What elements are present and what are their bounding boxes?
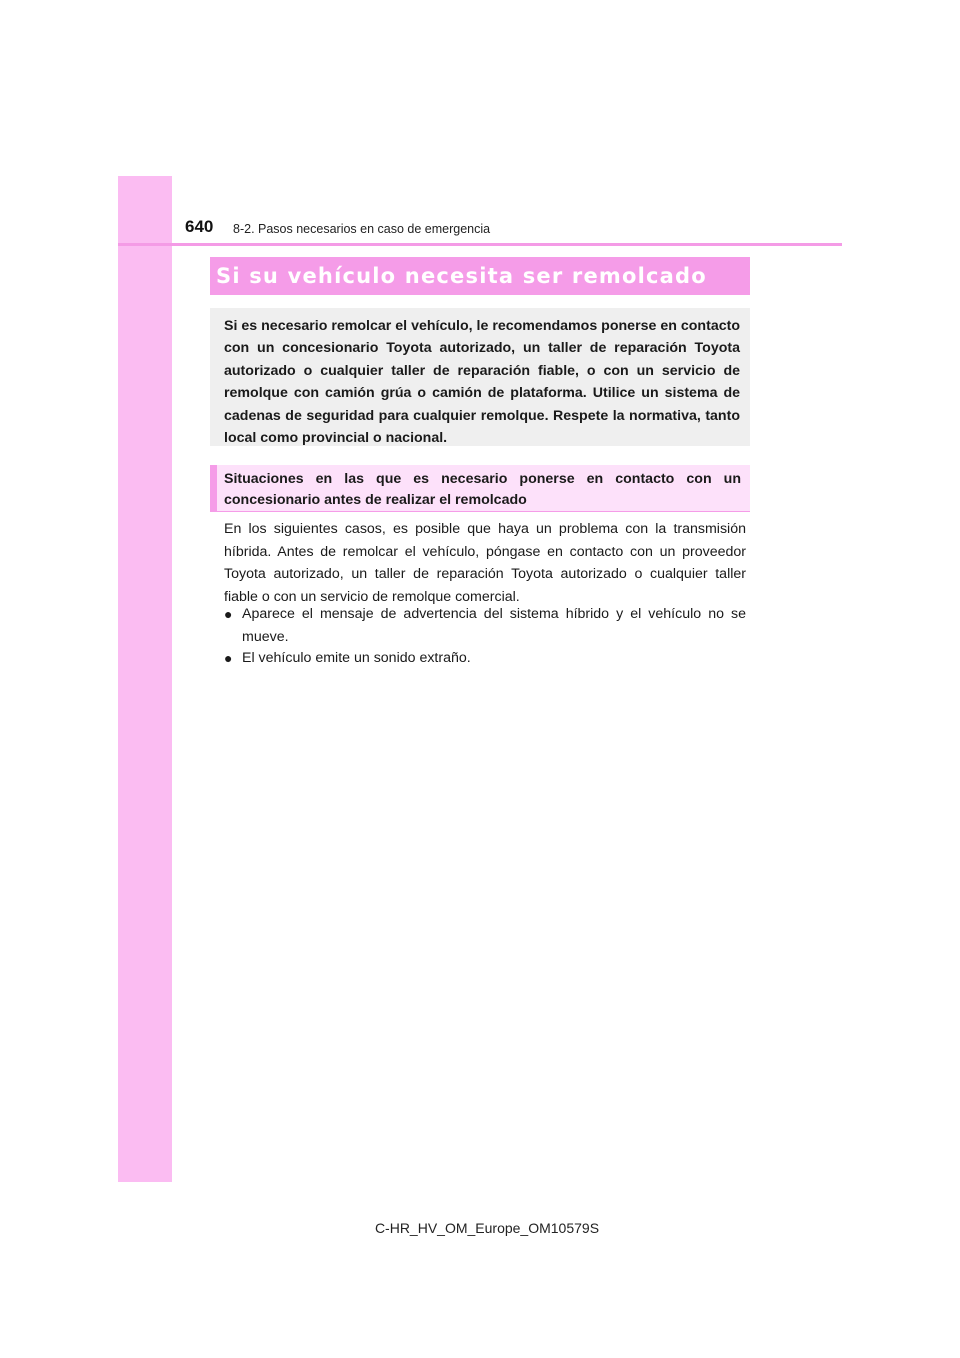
bullet-icon: ●: [224, 650, 233, 666]
body-paragraph: En los siguientes casos, es posible que haya un problema con la transmisión híbrida. Antes de remolcar el vehículo, póngase en contacto con un proveedor Toyota autorizado, un taller de reparación Toyota autorizado o cualquier taller fiable o con un servicio de remolque comercial.: [224, 521, 746, 605]
bullet-icon: ●: [224, 606, 233, 622]
side-strip: [118, 176, 172, 1182]
subheading-text: Situaciones en las que es necesario ponerse en contacto con un concesionario antes de realizar el remolcado: [224, 471, 741, 508]
intro-box: [210, 308, 750, 446]
list-item-text: Aparece el mensaje de advertencia del sistema híbrido y el vehículo no se mueve.: [242, 606, 746, 645]
intro-text: Si es necesario remolcar el vehículo, le recomendamos ponerse en contacto con un concesionario Toyota autorizado, un taller de reparación Toyota autorizado o cualquier taller de reparación fiable, o con un servicio de remolque con camión grúa o camión de plataforma. Utilice un sistema de cadenas de seguridad para cualquier remolque. Respete la normativa, tanto local como provincial o nacional.: [224, 318, 740, 447]
subheading-box: [210, 465, 750, 512]
list-item: [224, 603, 746, 648]
footer-code: C-HR_HV_OM_Europe_OM10579S: [374, 1220, 600, 1236]
list-item: [224, 647, 746, 670]
header-rule: [118, 243, 842, 246]
list-item-text: El vehículo emite un sonido extraño.: [242, 650, 471, 666]
page-number: 640: [185, 217, 214, 236]
section-label: 8-2. Pasos necesarios en caso de emergencia: [233, 222, 491, 236]
title-bar: [210, 257, 750, 295]
page-title: Si su vehículo necesita ser remolcado: [216, 264, 707, 288]
